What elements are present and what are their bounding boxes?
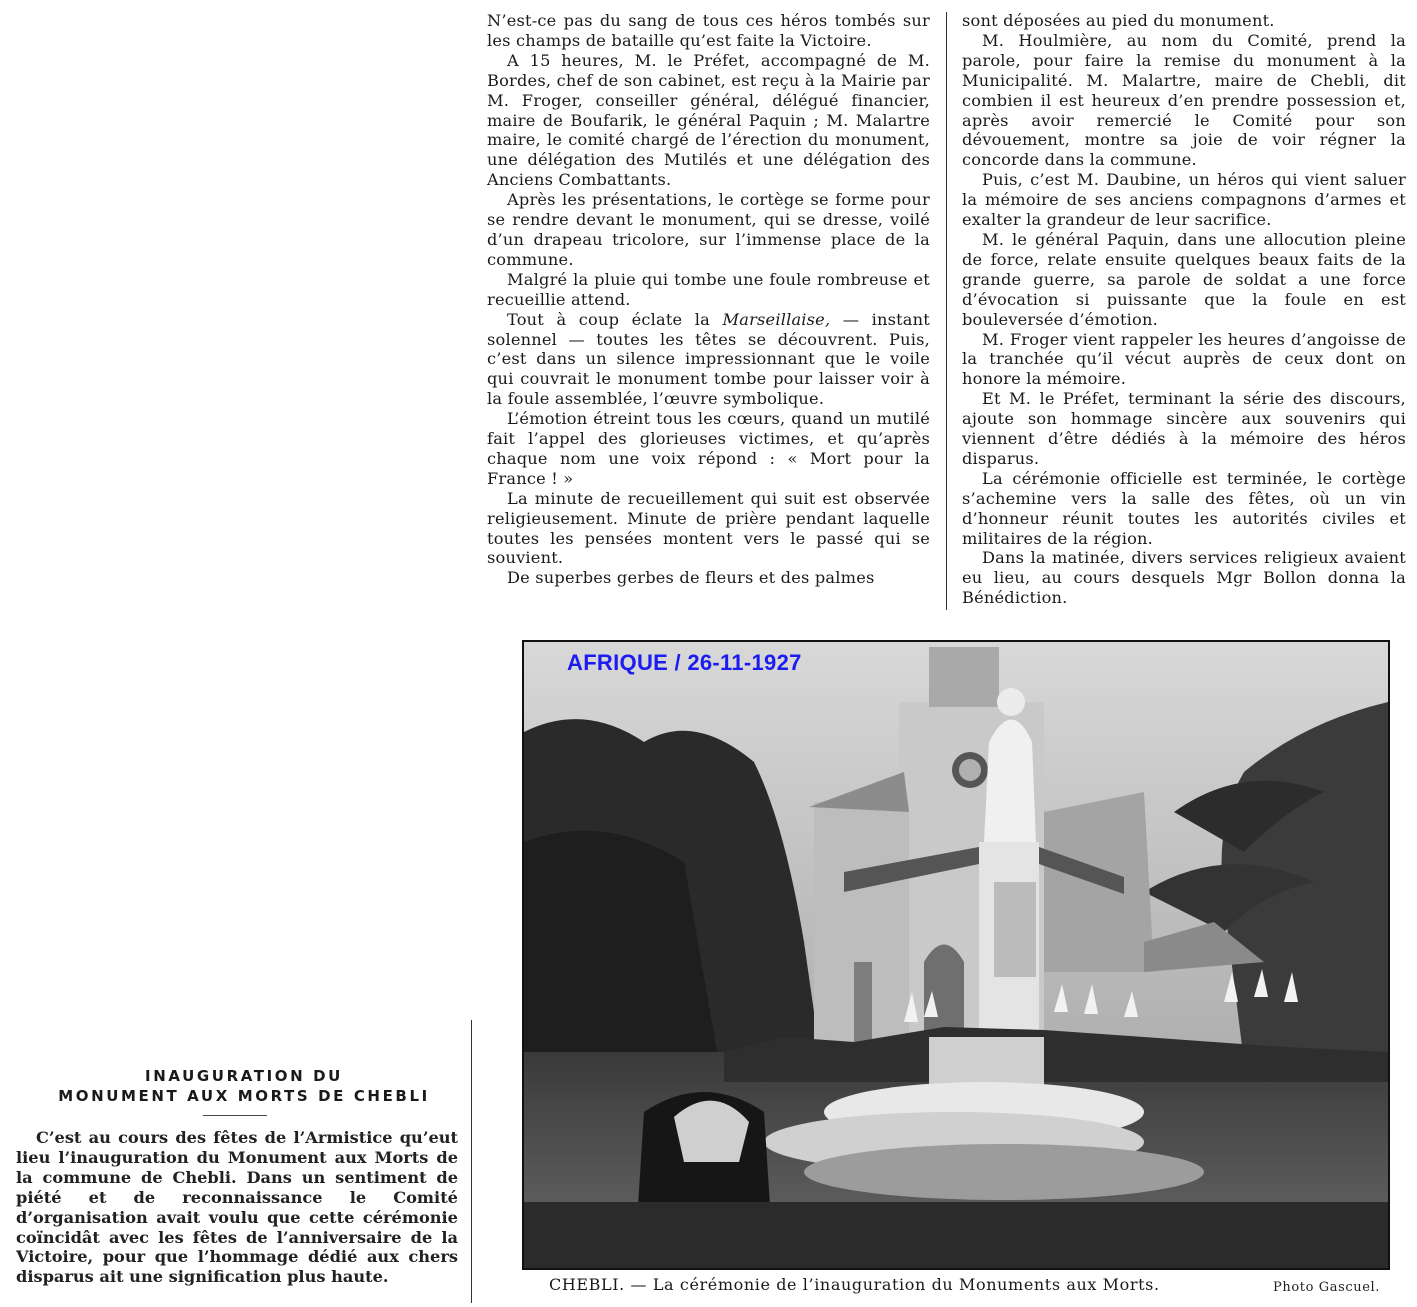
paragraph: Et M. le Préfet, terminant la série des discours, ajoute son hommage sincère aux souvenirs qui viennent d’être dédiés à la mémoire des héros disparus. [962, 389, 1406, 468]
paragraph: sont déposées au pied du monument. [962, 11, 1275, 30]
headline-rule [203, 1115, 267, 1116]
article-column-right [962, 11, 1406, 608]
paragraph: Puis, c’est M. Daubine, un héros qui vient saluer la mémoire de ses anciens compagnons d’armes et exalter la grandeur de leur sacrifice. [962, 170, 1406, 230]
headline-line: MONUMENT AUX MORTS DE CHEBLI [58, 1087, 430, 1105]
text-run: Tout à coup éclate la [507, 309, 711, 329]
paragraph: De superbes gerbes de fleurs et des palmes [507, 568, 875, 588]
column-rule [946, 12, 947, 610]
paragraph: C’est au cours des fêtes de l’Armistice qu’eut lieu l’inauguration du Monument aux Morts de la commune de Chebli. Dans un sentiment de piété et de reconnaissance le Comité d’organisation avait voulu que cette cérémonie coïncidât avec les fêtes de l’anniversaire de la Victoire, pour que l’hommage dédié aux chers disparus ait une signification plus haute. [16, 1128, 458, 1287]
photo-caption: CHEBLI. — La cérémonie de l’inauguration du Monuments aux Morts. [549, 1275, 1160, 1294]
paragraph: Malgré la pluie qui tombe une foule rombreuse et recueillie attend. [487, 269, 930, 309]
text-run: — instant solennel — toutes les têtes se découvrent. Puis, c’est dans un silence impressionnant que le voile qui couvrait le monument tombe pour laisser voir à la foule assemblée, l’œuvre symbolique. [487, 309, 930, 409]
italic-title: Marseillaise, [722, 309, 831, 329]
paragraph: La cérémonie officielle est terminée, le cortège s’achemine vers la salle des fêtes, où un vin d’honneur réunit toutes les autorités civiles et militaires de la région. [962, 468, 1406, 548]
paragraph: M. le général Paquin, dans une allocution pleine de force, relate ensuite quelques beaux faits de la grande guerre, sa parole de soldat a une force d’évocation si puissante que la foule en est bouleversée d’émotion. [962, 229, 1406, 329]
paragraph: Après les présentations, le cortège se forme pour se rendre devant le monument, qui se dresse, voilé d’un drapeau tricolore, sur l’immense place de la commune. [487, 190, 930, 269]
paragraph: Dans la matinée, divers services religieux avaient eu lieu, au cours desquels Mgr Bollon donna la Bénédiction. [962, 548, 1406, 608]
headline-line: INAUGURATION DU [145, 1067, 343, 1085]
paragraph: A 15 heures, M. le Préfet, accompagné de M. Bordes, chef de son cabinet, est reçu à la Mairie par M. Froger, conseiller général, délégué financier, maire de Boufarik, le général Paquin ; M. Malartre maire, le comité chargé de l’érection du monument, une délégation des Mutilés et une délégation des Anciens Combattants. [487, 50, 930, 190]
paragraph: N’est-ce pas du sang de tous ces héros tombés sur les champs de bataille qu’est faite la Victoire. [487, 11, 930, 50]
archive-stamp: AFRIQUE / 26-11-1927 [567, 650, 802, 675]
paragraph: M. Froger vient rappeler les heures d’angoisse de la tranchée qu’il vécut auprès de ceux dont on honore la mémoire. [962, 329, 1406, 389]
article-column-middle [487, 11, 930, 588]
headline [14, 1066, 474, 1106]
monument-photograph [522, 640, 1390, 1270]
paragraph: L’émotion étreint tous les cœurs, quand un mutilé fait l’appel des glorieuses victimes, et qu’après chaque nom une voix répond : « Mort pour la France ! » [487, 409, 930, 488]
paragraph: La minute de recueillement qui suit est observée religieusement. Minute de prière pendant laquelle toutes les pensées montent vers le passé qui se souvient. [487, 488, 930, 568]
photo-credit: Photo Gascuel. [1273, 1280, 1380, 1295]
photo-illustration [524, 642, 1388, 1268]
intro-text [16, 1128, 458, 1287]
paragraph [487, 310, 930, 410]
column-rule [471, 1020, 472, 1303]
paragraph: M. Houlmière, au nom du Comité, prend la parole, pour faire la remise du monument à la Municipalité. M. Malartre, maire de Chebli, dit combien il est heureux d’en prendre possession et, après avoir remercié le Comité pour son dévouement, montre sa joie de voir régner la concorde dans la commune. [962, 30, 1406, 170]
